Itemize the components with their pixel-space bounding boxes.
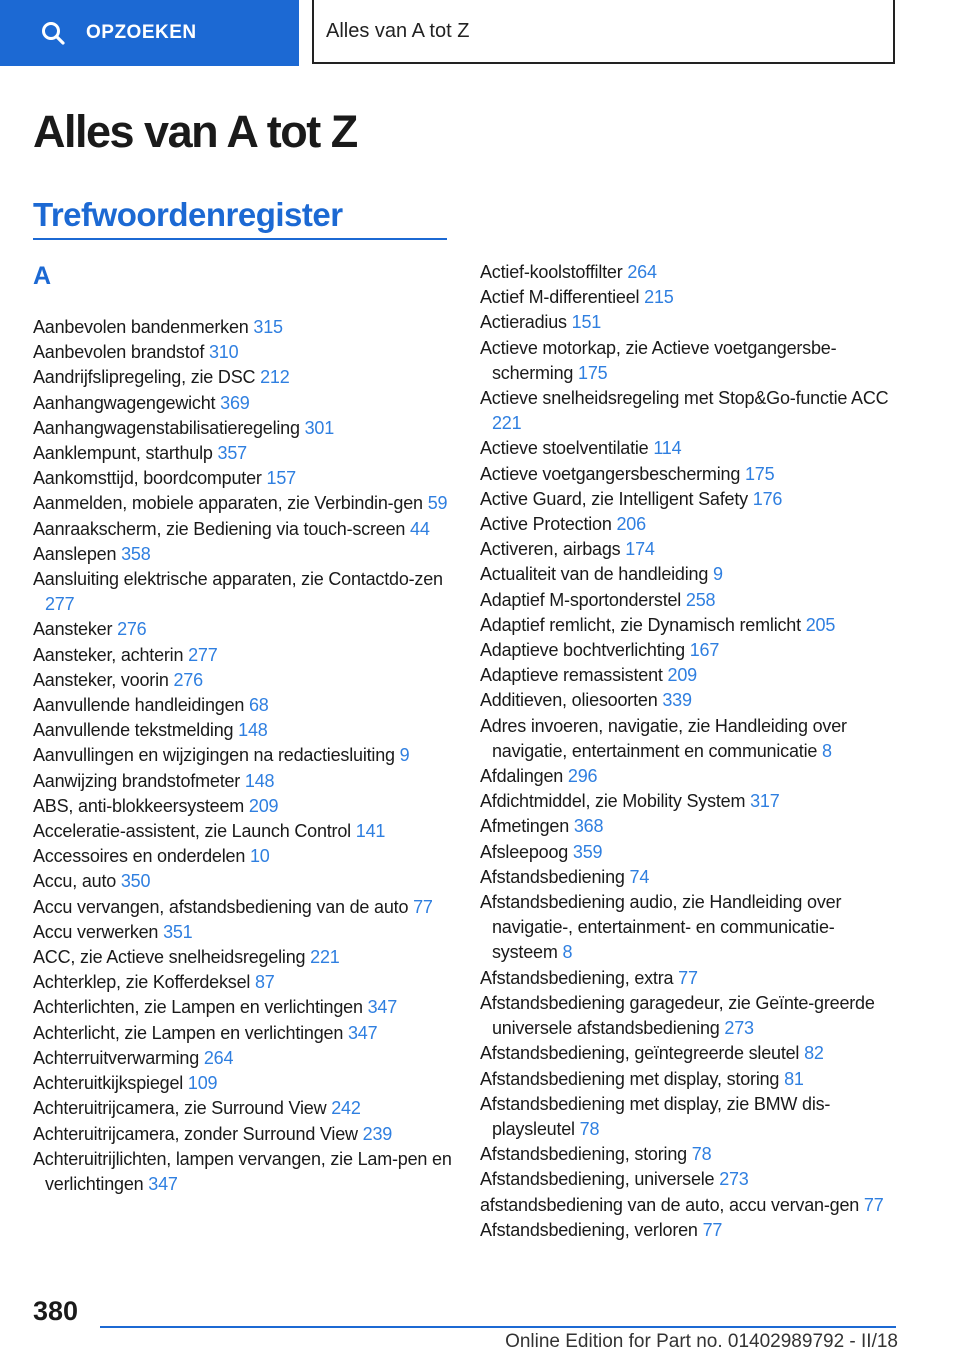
- index-entry-term: Activeren, airbags: [480, 539, 621, 560]
- page-link[interactable]: 347: [348, 1022, 378, 1043]
- index-entry-term: Afstandsbediening: [480, 866, 625, 887]
- page-title: Alles van A tot Z: [33, 106, 357, 157]
- index-entry-term: Aanbevolen brandstof: [33, 342, 205, 363]
- index-entry: [480, 688, 900, 713]
- index-entry: [480, 613, 900, 638]
- index-entry-term: Adaptief M-sportonderstel: [480, 589, 682, 610]
- page-link[interactable]: 8: [822, 740, 832, 761]
- search-icon: [40, 20, 66, 46]
- index-entry: [480, 789, 900, 814]
- page-link[interactable]: 77: [678, 967, 698, 988]
- index-entry-term: Afstandsbediening met display, zie BMW dis-playsleutel: [480, 1093, 831, 1139]
- index-entry-term: Actieve snelheidsregeling met Stop&Go-functie ACC: [480, 388, 889, 409]
- index-entry-term: Achterruitverwarming: [33, 1047, 200, 1068]
- index-entry-term: Afstandsbediening, storing: [480, 1144, 687, 1165]
- index-entry-term: Adaptieve bochtverlichting: [480, 640, 685, 661]
- page-link[interactable]: 351: [163, 921, 193, 942]
- index-entry: [480, 260, 900, 285]
- index-entry-term: Afstandsbediening, extra: [480, 967, 674, 988]
- page-link[interactable]: 264: [203, 1047, 234, 1068]
- index-entry-term: Accessoires en onderdelen: [33, 846, 246, 867]
- index-entry-term: Afdichtmiddel, zie Mobility System: [480, 791, 746, 812]
- page-link[interactable]: 10: [249, 846, 270, 867]
- index-column-right: [480, 260, 900, 1243]
- page-link[interactable]: 209: [248, 795, 279, 816]
- page-link[interactable]: 242: [331, 1098, 361, 1119]
- search-label: OPZOEKEN: [86, 22, 197, 43]
- index-entry-term: Aanvullende handleidingen: [33, 695, 245, 716]
- index-entry: [33, 970, 453, 995]
- page-link[interactable]: 215: [644, 287, 674, 308]
- page-link[interactable]: 9: [399, 745, 410, 766]
- index-entry: [33, 466, 453, 491]
- index-entry: [480, 1067, 900, 1092]
- index-entry: [33, 542, 453, 567]
- index-entry-term: Aandrijfslipregeling, zie DSC: [33, 367, 256, 388]
- index-entry: [33, 1122, 453, 1147]
- index-entry: [480, 663, 900, 688]
- index-entry: [33, 517, 453, 542]
- index-entry: [33, 869, 453, 894]
- index-entry: [480, 1092, 900, 1142]
- index-entry: [480, 562, 900, 587]
- page-link[interactable]: 221: [310, 947, 340, 968]
- page-link[interactable]: 174: [625, 539, 655, 560]
- index-entry: [480, 865, 900, 890]
- breadcrumb[interactable]: [312, 0, 895, 64]
- page-link[interactable]: 175: [744, 463, 775, 484]
- index-entry-term: Adaptieve remassistent: [480, 665, 663, 686]
- page-link[interactable]: 74: [629, 866, 650, 887]
- index-entry-term: Afstandsbediening, geïntegreerde sleutel: [480, 1043, 800, 1064]
- footer-divider: [100, 1326, 896, 1328]
- index-entry-term: Achteruitkijkspiegel: [33, 1073, 184, 1094]
- index-entry: [33, 945, 453, 970]
- index-entry-term: Active Guard, zie Intelligent Safety: [480, 488, 748, 509]
- index-entry-term: Aanhangwagenstabilisatieregeling: [33, 417, 300, 438]
- index-entry: [480, 1142, 900, 1167]
- page-link[interactable]: 221: [492, 413, 522, 434]
- index-entry-term: Aansteker, achterin: [33, 644, 184, 665]
- index-entry: [480, 1218, 900, 1243]
- index-entry: [33, 794, 453, 819]
- index-entry: [480, 436, 900, 461]
- index-entry-term: Afstandsbediening, universele: [480, 1169, 715, 1190]
- index-entry: [480, 840, 900, 865]
- index-entry: [33, 491, 453, 516]
- index-entry-term: Acceleratie-assistent, zie Launch Control: [33, 821, 351, 842]
- index-entry: [480, 386, 900, 436]
- index-entry: [33, 416, 453, 441]
- index-entry-term: ACC, zie Actieve snelheidsregeling: [33, 947, 306, 968]
- index-entry: [480, 537, 900, 562]
- index-entry: [480, 714, 900, 764]
- index-entry: [480, 966, 900, 991]
- index-entry: [33, 693, 453, 718]
- page-link[interactable]: 148: [244, 770, 275, 791]
- index-entry: [480, 1167, 900, 1192]
- page-link[interactable]: 148: [238, 720, 268, 741]
- index-entry-term: Afdalingen: [480, 766, 564, 787]
- index-entry: [480, 890, 900, 966]
- index-entry: [480, 336, 900, 386]
- index-entry: [33, 895, 453, 920]
- page-link[interactable]: 109: [187, 1073, 218, 1094]
- index-entry-term: Accu verwerken: [33, 921, 159, 942]
- page-link[interactable]: 212: [260, 367, 290, 388]
- page-link[interactable]: 310: [208, 342, 239, 363]
- index-entry: [480, 764, 900, 789]
- index-entry: [33, 668, 453, 693]
- breadcrumb-label: Alles van A tot Z: [326, 19, 470, 42]
- index-entry-term: Accu, auto: [33, 871, 117, 892]
- page-link[interactable]: 141: [355, 821, 386, 842]
- index-entry-term: Aanbevolen bandenmerken: [33, 317, 249, 337]
- page-link[interactable]: 369: [220, 392, 250, 413]
- page-link[interactable]: 276: [173, 669, 203, 690]
- index-entry: [480, 638, 900, 663]
- page-link[interactable]: 276: [117, 619, 147, 640]
- index-entry-term: Actieve voetgangersbescherming: [480, 463, 741, 484]
- index-entry-term: Afstandsbediening audio, zie Handleiding over navigatie-, entertainment- en communicatie-systeem: [480, 892, 842, 963]
- page-link[interactable]: 59: [427, 493, 448, 514]
- section-title: Trefwoordenregister: [33, 196, 343, 233]
- page-link[interactable]: 78: [691, 1144, 712, 1165]
- index-entry: [33, 365, 453, 390]
- index-entry-term: Achteruitrijlichten, lampen vervangen, zie Lam-pen en verlichtingen: [33, 1148, 452, 1194]
- index-entry: [33, 844, 453, 869]
- page-link[interactable]: 347: [367, 997, 398, 1018]
- page-link[interactable]: 167: [689, 640, 720, 661]
- index-entry-term: Achterlicht, zie Lampen en verlichtingen: [33, 1022, 344, 1043]
- page-link[interactable]: 357: [217, 443, 247, 464]
- index-entry-term: ABS, anti-blokkeersysteem: [33, 795, 245, 816]
- page-link[interactable]: 258: [685, 589, 716, 610]
- index-entry-term: Adaptief remlicht, zie Dynamisch remlicht: [480, 614, 801, 635]
- index-entry-term: Accu vervangen, afstandsbediening van de auto: [33, 896, 409, 917]
- index-entry-term: Actief-koolstoffilter: [480, 262, 623, 282]
- index-entry-term: Aansteker: [33, 619, 113, 640]
- page-link[interactable]: 239: [362, 1123, 393, 1144]
- page-link[interactable]: 273: [719, 1169, 749, 1190]
- index-entry-term: Actualiteit van de handleiding: [480, 564, 709, 585]
- index-entry-term: Aanraakscherm, zie Bediening via touch-screen: [33, 518, 406, 539]
- page-number: 380: [33, 1296, 79, 1326]
- page-link[interactable]: 317: [750, 791, 780, 812]
- page-link[interactable]: 77: [413, 896, 433, 917]
- index-entry-term: Afsleepoog: [480, 841, 569, 862]
- page-link[interactable]: 359: [572, 841, 603, 862]
- page-link[interactable]: 175: [578, 362, 608, 383]
- index-entry: [480, 1041, 900, 1066]
- index-entry: [480, 991, 900, 1041]
- top-bar: [0, 0, 960, 66]
- index-entry-term: Aanslepen: [33, 543, 117, 564]
- page-link[interactable]: 114: [653, 438, 682, 459]
- index-entry: [480, 512, 900, 537]
- index-entry: [480, 487, 900, 512]
- index-entry-term: afstandsbediening van de auto, accu vervan-gen: [480, 1194, 860, 1215]
- index-entry-term: Afstandsbediening garagedeur, zie Geïnte-greerde universele afstandsbediening: [480, 992, 875, 1039]
- page-link[interactable]: 277: [188, 644, 218, 665]
- index-entry-term: Active Protection: [480, 514, 612, 535]
- index-entry-term: Afmetingen: [480, 816, 570, 837]
- index-entry-term: Adres invoeren, navigatie, zie Handleiding over navigatie, entertainment en communicatie: [480, 715, 847, 761]
- index-entry: [33, 995, 453, 1020]
- index-entry: [33, 643, 453, 668]
- index-entry: [33, 1021, 453, 1046]
- index-entry-term: Actieve motorkap, zie Actieve voetgangersbe-scherming: [480, 337, 837, 383]
- index-entry-term: Aankomsttijd, boordcomputer: [33, 468, 262, 489]
- index-entry: [33, 920, 453, 945]
- index-entry: [480, 462, 900, 487]
- index-entry: [33, 617, 453, 642]
- index-entry: [33, 769, 453, 794]
- index-entry-term: Aanvullingen en wijzigingen na redactiesluiting: [33, 745, 395, 766]
- page-link[interactable]: 315: [253, 317, 283, 337]
- index-letter: A: [33, 262, 52, 290]
- index-entry: [33, 1147, 453, 1197]
- index-entry-term: Aanhangwagengewicht: [33, 392, 216, 413]
- index-entry: [480, 588, 900, 613]
- page-link[interactable]: 44: [410, 518, 430, 539]
- footer-edition: Online Edition for Part no. 01402989792 - II/18: [505, 1331, 898, 1352]
- index-entry: [33, 441, 453, 466]
- index-entry: [33, 1071, 453, 1096]
- index-column-left: [33, 315, 453, 1197]
- index-entry-term: Aanwijzing brandstofmeter: [33, 770, 241, 791]
- index-entry: [480, 310, 900, 335]
- page-link[interactable]: 77: [863, 1194, 884, 1215]
- index-entry-term: Aanklempunt, starthulp: [33, 443, 213, 464]
- index-entry: [33, 718, 453, 743]
- page-link[interactable]: 81: [784, 1068, 804, 1089]
- page-link[interactable]: 82: [804, 1043, 824, 1064]
- page-link[interactable]: 301: [304, 417, 335, 438]
- page-link[interactable]: 264: [627, 262, 657, 282]
- page-link[interactable]: 151: [571, 312, 602, 333]
- page-link[interactable]: 277: [45, 594, 75, 615]
- index-entry-term: Actief M-differentieel: [480, 287, 640, 308]
- page-link[interactable]: 347: [148, 1173, 178, 1194]
- page-link[interactable]: 77: [702, 1219, 723, 1240]
- index-entry-term: Aanvullende tekstmelding: [33, 720, 234, 741]
- index-entry: [33, 340, 453, 365]
- index-entry-term: Aansluiting elektrische apparaten, zie Contactdo-zen: [33, 569, 443, 590]
- index-entry-term: Actieve stoelventilatie: [480, 438, 649, 459]
- index-entry: [33, 1046, 453, 1071]
- index-entry-term: Additieven, oliesoorten: [480, 690, 658, 711]
- page-link[interactable]: 78: [579, 1118, 600, 1139]
- page-link[interactable]: 157: [266, 468, 296, 489]
- index-entry-term: Afstandsbediening, verloren: [480, 1219, 698, 1240]
- index-entry-term: Aansteker, voorin: [33, 669, 169, 690]
- page-link[interactable]: 206: [616, 514, 646, 535]
- index-entry: [33, 567, 453, 617]
- index-entry: [33, 391, 453, 416]
- page-link[interactable]: 68: [249, 695, 269, 716]
- page-link[interactable]: 350: [120, 871, 151, 892]
- index-entry: [480, 285, 900, 310]
- index-entry-term: Afstandsbediening met display, storing: [480, 1068, 780, 1089]
- index-entry: [33, 1096, 453, 1121]
- page-link[interactable]: 176: [752, 488, 783, 509]
- search-button[interactable]: [0, 0, 299, 66]
- page-link[interactable]: 8: [562, 942, 573, 963]
- index-entry: [33, 315, 453, 340]
- page-link[interactable]: 87: [255, 972, 275, 993]
- page-link[interactable]: 368: [573, 816, 604, 837]
- index-entry-term: Achteruitrijcamera, zie Surround View: [33, 1098, 327, 1119]
- index-entry: [480, 814, 900, 839]
- page-link[interactable]: 209: [667, 665, 697, 686]
- index-entry-term: Achterlichten, zie Lampen en verlichtingen: [33, 997, 363, 1018]
- index-entry-term: Achterklep, zie Kofferdeksel: [33, 972, 251, 993]
- index-entry-term: Actieradius: [480, 312, 567, 333]
- index-entry: [33, 743, 453, 768]
- section-divider: [33, 238, 447, 240]
- page-link[interactable]: 273: [724, 1018, 754, 1039]
- page-link[interactable]: 358: [121, 543, 151, 564]
- page-link[interactable]: 339: [662, 690, 692, 711]
- index-entry: [33, 819, 453, 844]
- page-link[interactable]: 296: [567, 766, 598, 787]
- index-entry-term: Achteruitrijcamera, zonder Surround View: [33, 1123, 358, 1144]
- page-link[interactable]: 9: [712, 564, 723, 585]
- page-link[interactable]: 205: [805, 614, 836, 635]
- index-entry: [480, 1193, 900, 1218]
- index-entry-term: Aanmelden, mobiele apparaten, zie Verbindin-gen: [33, 493, 423, 514]
